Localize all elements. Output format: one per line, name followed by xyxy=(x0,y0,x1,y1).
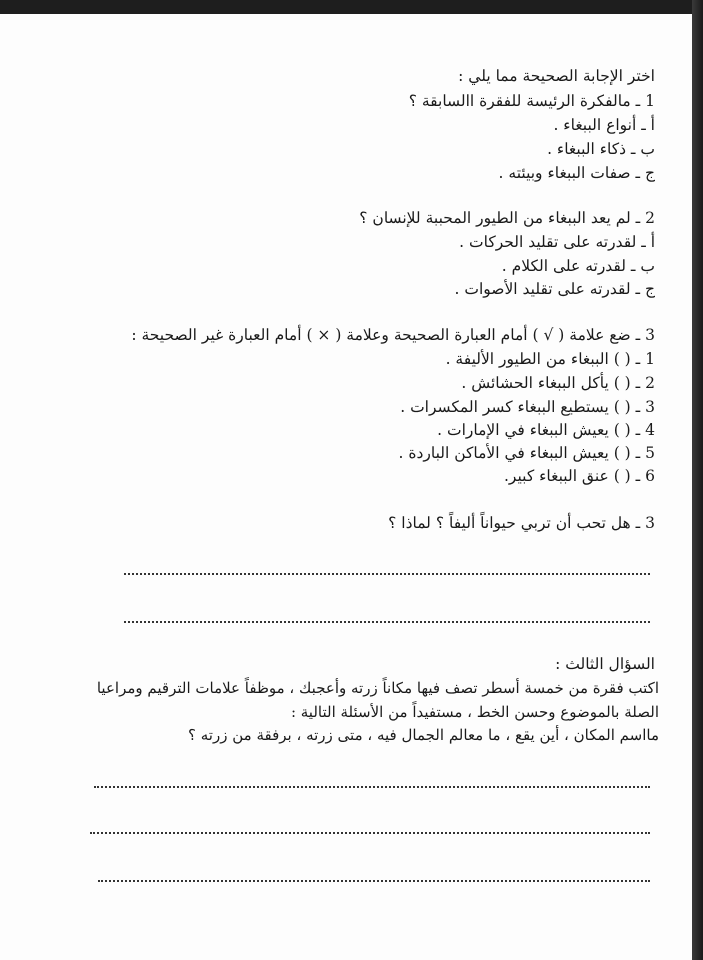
composition-prompt-line: الصلة بالموضوع وحسن الخط ، مستفيداً من الأسئلة التالية : xyxy=(290,703,659,721)
question-2-option-a: أ ـ لقدرته على تقليد الحركات . xyxy=(459,233,655,251)
true-false-item: 3 ـ ( ) يستطيع الببغاء كسر المكسرات . xyxy=(400,398,655,416)
answer-line[interactable] xyxy=(124,621,650,623)
true-false-instruction: 3 ـ ضع علامة ( √ ) أمام العبارة الصحيحة وعلامة ( × ) أمام العبارة غير الصحيحة : xyxy=(131,326,655,344)
composition-prompt-line: مااسم المكان ، أين يقع ، ما معالم الجمال فيه ، متى زرته ، برفقة من زرته ؟ xyxy=(188,726,659,744)
composition-prompt-line: اكتب فقرة من خمسة أسطر تصف فيها مكاناً زرته وأعجبك ، موظفاً علامات الترقيم ومراعيا xyxy=(96,679,659,697)
true-false-item: 5 ـ ( ) يعيش الببغاء في الأماكن الباردة . xyxy=(398,444,655,462)
pet-question: 3 ـ هل تحب أن تربي حيواناً أليفاً ؟ لماذا ؟ xyxy=(388,514,655,532)
question-2-option-b: ب ـ لقدرته على الكلام . xyxy=(501,257,655,275)
page-edge-shadow xyxy=(692,0,703,960)
question-1-option-b: ب ـ ذكاء الببغاء . xyxy=(547,140,655,158)
question-1-option-c: ج ـ صفات الببغاء وبيئته . xyxy=(498,164,655,182)
question-1-option-a: أ ـ أنواع الببغاء . xyxy=(553,116,655,134)
true-false-item: 4 ـ ( ) يعيش الببغاء في الإمارات . xyxy=(437,421,655,439)
answer-line[interactable] xyxy=(90,832,650,834)
answer-line[interactable] xyxy=(94,786,650,788)
mcq-instruction: اختر الإجابة الصحيحة مما يلي : xyxy=(458,67,655,85)
true-false-item: 2 ـ ( ) يأكل الببغاء الحشائش . xyxy=(461,374,655,392)
question-2-option-c: ج ـ لقدرته على تقليد الأصوات . xyxy=(454,280,655,298)
section-three-title: السؤال الثالث : xyxy=(555,655,655,673)
answer-line[interactable] xyxy=(98,880,650,882)
question-2: 2 ـ لم يعد الببغاء من الطيور المحببة للإنسان ؟ xyxy=(359,209,655,227)
answer-line[interactable] xyxy=(124,573,650,575)
question-1: 1 ـ مالفكرة الرئيسة للفقرة االسابقة ؟ xyxy=(408,92,655,110)
true-false-item: 6 ـ ( ) عنق الببغاء كبير. xyxy=(503,467,655,485)
true-false-item: 1 ـ ( ) الببغاء من الطيور الأليفة . xyxy=(445,350,655,368)
